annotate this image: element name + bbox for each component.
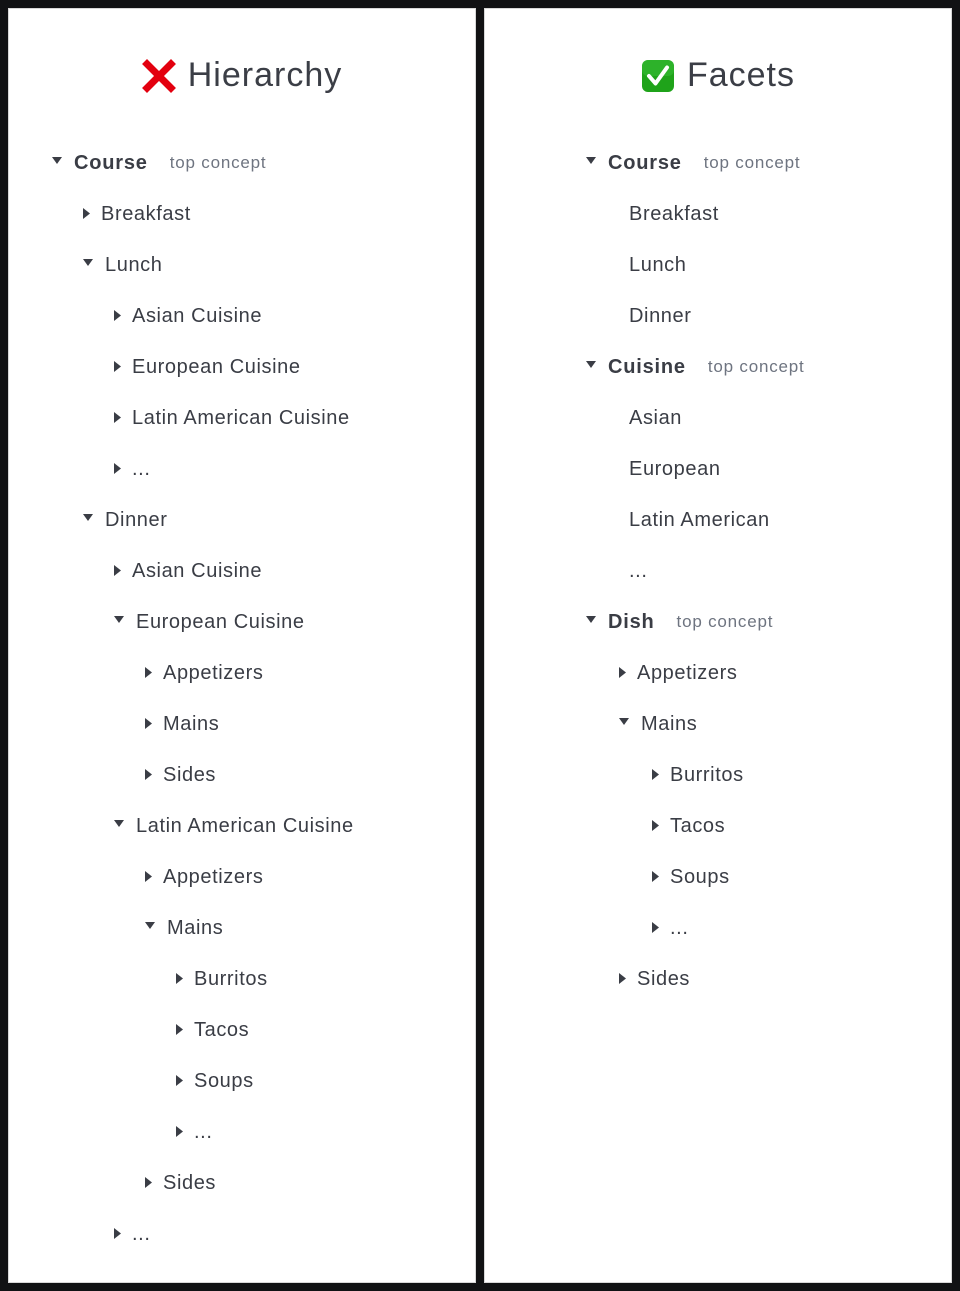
tree-item[interactable]: [629, 556, 647, 586]
tree-item-label: Soups: [670, 865, 730, 888]
caret-right-icon[interactable]: [114, 565, 124, 577]
facets-panel: [484, 8, 952, 1283]
tree-item-label: European Cuisine: [136, 610, 305, 633]
tree-item-label: Soups: [194, 1069, 254, 1092]
tree-item-label: Course: [74, 151, 148, 174]
caret-down-icon[interactable]: [52, 157, 62, 169]
tree-item[interactable]: [145, 760, 216, 790]
tree-item[interactable]: [629, 199, 719, 229]
tree-item-label: ...: [629, 559, 648, 582]
tree-item[interactable]: [619, 658, 738, 688]
caret-right-icon[interactable]: [114, 310, 124, 322]
caret-right-icon[interactable]: [176, 1075, 186, 1087]
caret-right-icon[interactable]: [145, 871, 155, 883]
caret-down-icon[interactable]: [114, 616, 124, 628]
tree-item[interactable]: [114, 454, 150, 484]
tree-item[interactable]: [145, 709, 219, 739]
tree-item[interactable]: [652, 811, 725, 841]
tree-item[interactable]: [114, 403, 350, 433]
tree-item-label: Course: [608, 151, 682, 174]
tree-item-label: European: [629, 457, 721, 480]
tree-item[interactable]: [83, 250, 163, 280]
tree-item[interactable]: [114, 811, 354, 841]
tree-top-concept[interactable]: [586, 607, 773, 637]
caret-right-icon[interactable]: [176, 973, 186, 985]
caret-right-icon[interactable]: [145, 667, 155, 679]
tree-item-label: Breakfast: [101, 202, 191, 225]
caret-right-icon[interactable]: [145, 718, 155, 730]
top-concept-badge: top concept: [169, 153, 267, 172]
caret-right-icon[interactable]: [83, 208, 93, 220]
tree-item-label: Lunch: [105, 253, 163, 276]
caret-right-icon[interactable]: [114, 1228, 124, 1240]
caret-right-icon[interactable]: [652, 769, 662, 781]
tree-item[interactable]: [652, 862, 730, 892]
tree-item[interactable]: [114, 301, 262, 331]
tree-item-label: Asian: [629, 406, 683, 429]
caret-right-icon[interactable]: [114, 463, 124, 475]
cross-mark-icon: [142, 59, 176, 93]
tree-item[interactable]: [629, 301, 692, 331]
tree-item[interactable]: [629, 454, 721, 484]
tree-item-label: Dinner: [629, 304, 692, 327]
caret-down-icon[interactable]: [83, 514, 93, 526]
tree-item[interactable]: [652, 913, 688, 943]
tree-top-concept[interactable]: [586, 148, 800, 178]
tree-item[interactable]: [114, 607, 305, 637]
tree-item-label: Asian Cuisine: [132, 304, 263, 327]
tree-item-label: Lunch: [629, 253, 687, 276]
tree-item-label: Dinner: [105, 508, 168, 531]
tree-item-label: Asian Cuisine: [132, 559, 263, 582]
caret-right-icon[interactable]: [145, 1177, 155, 1189]
tree-item-label: Sides: [163, 1171, 217, 1194]
tree-item-label: Burritos: [670, 763, 744, 786]
tree-item[interactable]: [629, 505, 770, 535]
tree-item-label: Sides: [637, 967, 691, 990]
caret-down-icon[interactable]: [586, 361, 596, 373]
hierarchy-title: [8, 56, 476, 95]
tree-item-label: European Cuisine: [132, 355, 301, 378]
tree-item[interactable]: [114, 1219, 150, 1249]
caret-right-icon[interactable]: [652, 922, 662, 934]
tree-item-label: Latin American Cuisine: [132, 406, 350, 429]
tree-item-label: ...: [194, 1120, 213, 1143]
caret-right-icon[interactable]: [176, 1126, 186, 1138]
caret-down-icon[interactable]: [83, 259, 93, 271]
caret-right-icon[interactable]: [619, 667, 629, 679]
tree-item[interactable]: [114, 556, 262, 586]
tree-item[interactable]: [145, 1168, 216, 1198]
tree-item[interactable]: [619, 709, 697, 739]
caret-right-icon[interactable]: [652, 871, 662, 883]
tree-top-concept[interactable]: [52, 148, 266, 178]
caret-down-icon[interactable]: [586, 616, 596, 628]
hierarchy-panel: [8, 8, 476, 1283]
tree-item[interactable]: [176, 1117, 212, 1147]
hierarchy-title-text: Hierarchy: [187, 56, 343, 94]
tree-item-label: Sides: [163, 763, 217, 786]
tree-item[interactable]: [176, 1066, 254, 1096]
tree-item[interactable]: [114, 352, 301, 382]
tree-item[interactable]: [652, 760, 744, 790]
caret-right-icon[interactable]: [619, 973, 629, 985]
tree-item[interactable]: [619, 964, 690, 994]
tree-item[interactable]: [176, 964, 268, 994]
tree-item-label: Cuisine: [608, 355, 686, 378]
caret-down-icon[interactable]: [114, 820, 124, 832]
tree-item-label: Latin American Cuisine: [136, 814, 354, 837]
tree-item-label: Breakfast: [629, 202, 719, 225]
caret-down-icon[interactable]: [145, 922, 155, 934]
tree-item[interactable]: [83, 505, 168, 535]
tree-item-label: Appetizers: [163, 661, 264, 684]
tree-item[interactable]: [629, 250, 687, 280]
caret-down-icon[interactable]: [586, 157, 596, 169]
tree-item-label: Burritos: [194, 967, 268, 990]
tree-item-label: Tacos: [194, 1018, 250, 1041]
tree-item-label: Latin American: [629, 508, 770, 531]
tree-item-label: Mains: [167, 916, 224, 939]
caret-right-icon[interactable]: [652, 820, 662, 832]
top-concept-badge: top concept: [676, 612, 774, 631]
tree-item-label: ...: [132, 457, 151, 480]
caret-right-icon[interactable]: [145, 769, 155, 781]
tree-item-label: ...: [670, 916, 689, 939]
caret-right-icon[interactable]: [114, 361, 124, 373]
tree-item[interactable]: [145, 913, 223, 943]
caret-right-icon[interactable]: [114, 412, 124, 424]
check-mark-button-icon: [641, 59, 675, 93]
top-concept-badge: top concept: [707, 357, 805, 376]
tree-item[interactable]: [83, 199, 191, 229]
caret-down-icon[interactable]: [619, 718, 629, 730]
tree-item-label: Tacos: [670, 814, 726, 837]
tree-item-label: Mains: [163, 712, 220, 735]
top-concept-badge: top concept: [703, 153, 801, 172]
tree-item[interactable]: [629, 403, 682, 433]
tree-item[interactable]: [176, 1015, 249, 1045]
tree-item[interactable]: [145, 862, 264, 892]
tree-item-label: Appetizers: [163, 865, 264, 888]
tree-item-label: Mains: [641, 712, 698, 735]
facets-title: [484, 56, 952, 95]
caret-right-icon[interactable]: [176, 1024, 186, 1036]
facets-title-text: Facets: [686, 56, 796, 94]
tree-top-concept[interactable]: [586, 352, 805, 382]
tree-item-label: ...: [132, 1222, 151, 1245]
tree-item-label: Dish: [608, 610, 655, 633]
tree-item-label: Appetizers: [637, 661, 738, 684]
tree-item[interactable]: [145, 658, 264, 688]
